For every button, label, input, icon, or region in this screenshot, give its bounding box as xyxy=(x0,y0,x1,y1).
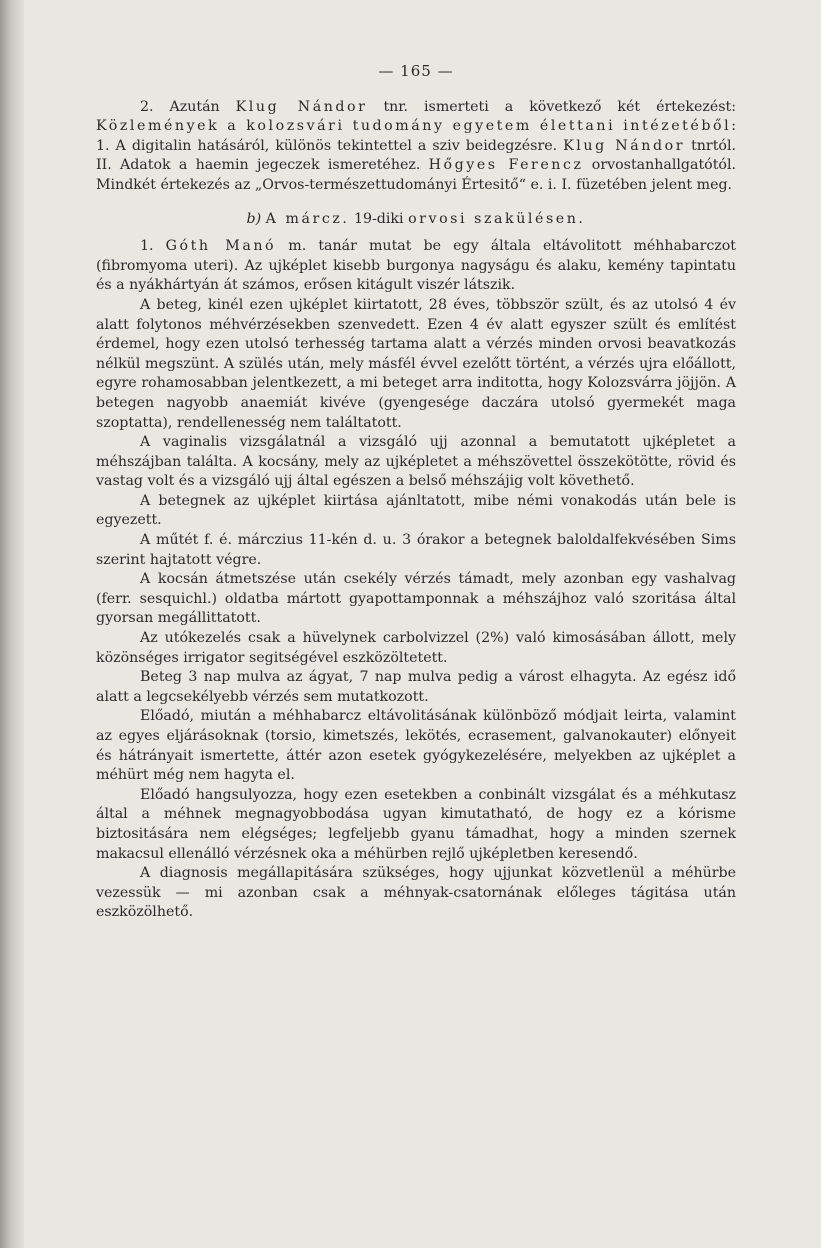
heading-date: A márcz. xyxy=(265,210,350,227)
author-name: Klug Nándor xyxy=(235,98,368,115)
text-run: szerint hajtatott végre. xyxy=(96,551,262,568)
paragraph: A kocsán átmetszése után csekély vérzés támadt, mely azonban egy vashalvag (ferr. sesquichl.) oldatba mártott gyapottamponnak a méhszájhoz való szoritása által gyorsan megállittatott. xyxy=(96,571,736,627)
section-heading xyxy=(96,210,736,230)
author-name: Hőgyes Ferencz xyxy=(428,157,584,174)
paragraph xyxy=(96,237,736,296)
heading-title: orvosi szakülésen. xyxy=(408,210,586,227)
paragraph: A betegnek az ujképlet kiirtása ajánltatott, mibe némi vonakodás után bele is egyezett. xyxy=(96,492,736,529)
text-run: tnrtól. II. Adatok a haemin jegeczek ismeretéhez. xyxy=(96,137,736,174)
heading-day: 19-diki xyxy=(349,210,409,227)
text-run: tnr. ismerteti a következő két értekezést: xyxy=(367,98,736,115)
text-run: 1. xyxy=(140,238,166,255)
text-run: 2. Azután xyxy=(140,98,236,115)
paragraph-item-2 xyxy=(96,98,736,196)
paragraph: Beteg 3 nap mulva az ágyat, 7 nap mulva pedig a várost elhagyta. Az egész idő alatt a legcsekélyebb vérzés sem mutatkozott. xyxy=(96,669,736,705)
series-title: Közlemények a kolozsvári tudomány egyetem élettani intézetéből xyxy=(96,118,732,135)
paragraph xyxy=(96,531,736,570)
text-run: A műtét f. é. márczius 11-kén d. u. 3 órakor a betegnek baloldalfekvésében xyxy=(140,532,701,549)
paragraph: Előadó, miután a méhhabarcz eltávolitásának különböző módjait leirta, valamint az egyes eljárásoknak (torsio, kimetszés, lekötés, ecrasement, galvanokauter) előnyeit és hátrányait ismertette, áttér azon esetek gyógykezelésére, melyekben az ujképlet a méhürt még nem hagyta el. xyxy=(96,708,736,784)
paragraph: A vaginalis vizsgálatnál a vizsgáló ujj azonnal a bemutatott ujképletet a méhszájban találta. A kocsány, mely az ujképletet a méhszövettel összekötötte, rövid és vastag volt és a vizsgáló ujj által egészen a belső méhszájig volt követhető. xyxy=(96,434,736,490)
paragraph: A diagnosis megállapitására szükséges, hogy ujjunkat közvetlenül a méhürbe vezessük — mi azonban csak a méhnyak-csatornának előleges tágitása után eszközölhető. xyxy=(96,865,736,921)
person-name: Sims xyxy=(701,532,736,549)
book-spine-shadow xyxy=(0,0,24,1248)
paragraph: Előadó hangsulyozza, hogy ezen esetekben a conbinált vizsgálat és a méhkutasz által a méhnek megnagyobbodása ugyan kimutatható, de hogy ez a kórisme biztositására nem elégséges; legfeljebb gyanu támadhat, hogy a minden szernek makacsul ellenálló vérzésnek oka a méhürben rejlő ujképletben keresendő. xyxy=(96,786,736,862)
text-run: : 1. A digitalin hatásáról, különös tekintettel a sziv beidegzésre. xyxy=(96,118,736,154)
author-name: Góth Manó xyxy=(165,238,277,255)
author-name: Klug Nándor xyxy=(563,137,686,154)
text-run: m. tanár mutat be egy általa eltávolitott méhhabarczot (fibromyoma uteri). Az ujképlet kisebb burgonya nagyságu és alaku, kemény tapintatu és a nyákhártyán át számos, erősen kitágult viszér látszik. xyxy=(96,238,737,294)
document-page xyxy=(96,62,736,923)
paragraph: Az utókezelés csak a hüvelynek carbolvizzel (2%) való kimosásában állott, mely közönséges irrigator segitségével eszközöltetett. xyxy=(96,630,736,666)
text-run: orvostanhallgatótól. Mindkét értekezés az „Orvos-természettudományi Értesitő“ e. i. I. füzetében jelent meg. xyxy=(96,157,737,193)
page-number: — 165 — xyxy=(378,62,454,80)
paragraph: A beteg, kinél ezen ujképlet kiirtatott, 28 éves, többször szült, és az utolsó 4 év alatt folytonos méhvérzésekben szenvedett. Ezen 4 év alatt egyszer szült és említést érdemel, hogy ezen utolsó terhesség tartama alatt a vérzés minden orvosi beavatkozás nélkül megszünt. A szülés után, mely másfél évvel ezelőtt történt, a vérzés ujra előállott, egyre rohamosabban jelentkezett, a mi beteget arra inditotta, hogy Kolozsvárra jöjjön. A betegen nagyobb anaemiát kivéve (gyengesége daczára utolsó gyermekét maga szoptatta), rendellenesség nem találtatott. xyxy=(96,296,736,431)
heading-letter: b) xyxy=(246,210,266,227)
